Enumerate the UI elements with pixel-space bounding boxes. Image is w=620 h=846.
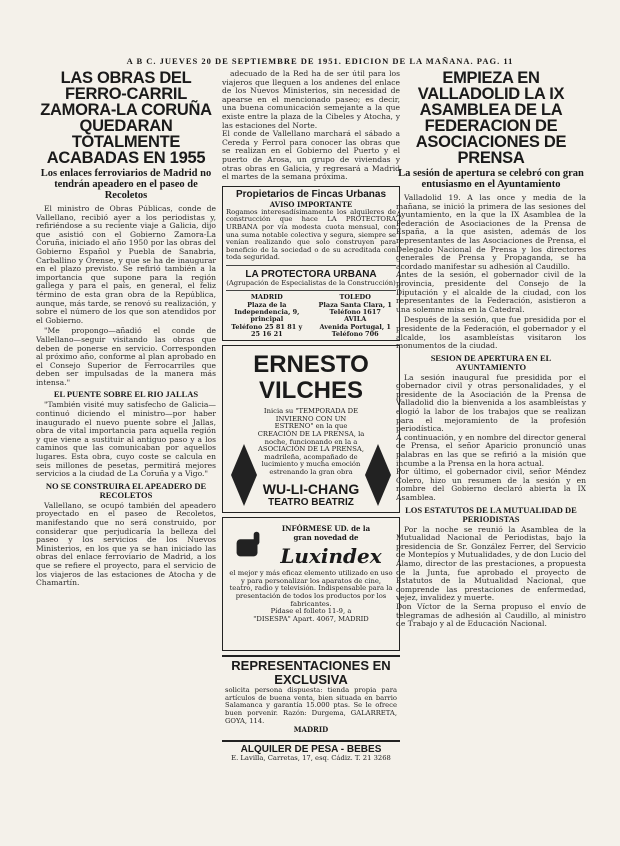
- ad-company-subtitle: (Agrupación de Especialistas de la Construcción): [226, 278, 396, 287]
- ad-theatre-name: TEATRO BEATRIZ: [268, 496, 354, 508]
- advertisement-protectora: [222, 186, 400, 342]
- ad-addresses: [226, 294, 396, 338]
- article-paragraph: La sesión inaugural fue presidida por el gobernador civil y otras personalidades, y el presidente de la Asociación de la Prensa de Valladolid dio la bienvenida a los asambleístas y elogió la labor de los trabajos que se realizan para el mejoramiento de la profesión periodística. A continuación, y en nombre del director general de Prensa, el señor Aparicio pronunció unas palabras en las que se refirió a la misión que incumbe a la Prensa en la hora actual. Por último, el gobernador civil, señor Méndez Colero, hizo un resumen de la sesión y en nombre del Gobierno declaró abierta la IX Asamblea.: [396, 372, 586, 502]
- ad-brand: Luxindex: [280, 544, 382, 569]
- divider: [226, 265, 396, 266]
- ad-text: Inicia su "TEMPORADA DE INVIERNO CON UN ESTRENO" en la que CREACIÓN DE LA PRENSA, la noche, funcionando en la a ASOCIACIÓN DE LA PRENSA, madrileña, acompañado de lucimiento y mucha emoción estrenando la gran obra: [257, 407, 365, 476]
- column-left: [36, 70, 216, 840]
- article-paragraph: Vallellano, se ocupó también del apeadero proyectado en el paseo de Recoletos, manifestando que no será construido, por considerar que perjudicaría la belleza del paseo y los servicios de los Nuevos Ministerios, en los que ya se han iniciado las obras del enlace ferroviario de Madrid, a los que se refiere el proyecto, para el servicio de los viajeros de las estaciones de Atocha y de Chamartín.: [36, 500, 216, 588]
- advertisement-pesa-bebes: [222, 740, 400, 765]
- decorative-diamonds-icon: [365, 444, 391, 506]
- article-continuation: adecuado de la Red ha de ser útil para los viajeros que lleguen a los andenes del enlace de los Nuevos Ministerios, sin necesidad de apearse en el mencionado paseo; es decir, una buena comunicación semejante a la que existe entre la plaza de la Cibeles y Atocha, y las estaciones del Norte. El conde de Vallellano marchará el sábado a Cereda y Ferrol para conocer las obras que se realizan en el Gobierno del Puerto y el puerto de Arosa, un grupo de viviendas y otras obras en Galicia, y regresará a Madrid el martes de la semana próxima.: [222, 70, 400, 182]
- advertisement-representaciones: [222, 655, 400, 736]
- advertisement-luxindex: [222, 517, 400, 651]
- column-right: [396, 70, 586, 840]
- subheadline-assembly: La sesión de apertura se celebró con gran entusiasmo en el Ayuntamiento: [398, 168, 584, 190]
- ad-address-toledo-avila: TOLEDO Plaza Santa Clara, 1 Teléfono 1617 AVILA Avenida Portugal, 1 Teléfono 706: [318, 293, 392, 338]
- page-header: A B C. JUEVES 20 DE SEPTIEMBRE DE 1951. EDICION DE LA MAÑANA. PAG. 11: [126, 56, 514, 66]
- divider: [226, 290, 396, 291]
- section-heading-recoletos: NO SE CONSTRUIRA EL APEADERO DE RECOLETOS: [45, 480, 207, 500]
- headline-railway: LAS OBRAS DEL FERRO-CARRIL ZAMORA-LA CORUÑA QUEDARAN TOTALMENTE ACABADAS EN 1955: [40, 70, 212, 167]
- headline-assembly: EMPIEZA EN VALLADOLID LA IX ASAMBLEA DE LA FEDERACION DE ASOCIACIONES DE PRENSA: [415, 70, 567, 167]
- article-paragraph: Valladolid 19. A las once y media de la mañana, se inició la primera de las sesiones del Ayuntamiento, en la que la IX Asamblea de la Federación de Asociaciones de la Prensa de España, a la que asisten, además de los representantes de las Asociaciones de Prensa, el Delegado Nacional de Prensa y los directores generales de Prensa y Propaganda, se ha acordado manifestar su adhesión al Caudillo. Antes de la sesión, el gobernador civil de la provincia, presidente del Consejo de la Diputación y el alcalde de la ciudad, con los representantes de la Federación, asistieron a una solemne misa en la Catedral.: [396, 193, 586, 314]
- advertisement-ernesto-vilches: [222, 345, 400, 513]
- ad-text: solicita persona dispuesta: tienda propia para artículos de buena venta, bien situada en barrio Salamanca y garantía 15.000 ptas. Se le ofrece buen porvenir. Razón: Durgema, GALARRETA, GOYA, 114.: [225, 686, 397, 725]
- article-paragraph: Por la noche se reunió la Asamblea de la Mutualidad Nacional de Periodistas, bajo la presidencia de Sr. González Ferrer, del Servicio de Montepíos y Mutualidades, y de don Lucio del Álamo, director de las prestaciones, a propuesta de la Junta, fue aprobado el proyecto de Estatutos de la Mutualidad Nacional, que comprende las prestaciones de enfermedad, vejez, invalidez y muerte. Don Víctor de la Serna propuso el envío de telegramas de adhesión al Caudillo, al ministro de Trabajo y al de Educación Nacional.: [396, 524, 586, 629]
- ad-play-title: WU-LI-CHANG: [262, 480, 360, 497]
- column-middle: [222, 70, 400, 840]
- article-paragraph: "Me propongo—añadió el conde de Vallellano—seguir visitando las obras que deben de ponerse en servicio. Corresponden al próximo año, conforme al plan aprobado en el Consejo Superior de Ferrocarriles que deben ser impulsadas de la manera más intensa.": [36, 326, 216, 387]
- ad-text: Rogamos interesadísimamente los alquileres de construcción que hace LA PROTECTORA URBANA por vía modesta cuota mensual, con una suma notable colectiva y segura, siempre se venían realizando que solo construyen para beneficio de la sociedad o de su acreditada con toda seguridad.: [226, 207, 396, 262]
- section-heading-session: SESION DE APERTURA EN EL AYUNTAMIENTO: [430, 352, 552, 372]
- hand-icon: [229, 526, 267, 564]
- ad-intro: INFÓRMESE UD. de la gran novedad de: [281, 524, 371, 543]
- ad-address-madrid: MADRID Plaza de la Independencia, 9, principal Teléfono 25 81 81 y 25 16 21: [231, 293, 303, 338]
- ad-company-name: LA PROTECTORA URBANA: [245, 268, 377, 280]
- ad-city: MADRID: [293, 725, 329, 735]
- section-heading-statutes: LOS ESTATUTOS DE LA MUTUALIDAD DE PERIODISTAS: [405, 504, 577, 524]
- article-paragraph: "También visité muy satisfecho de Galicia—continuó diciendo el ministro—por haber inaugurado el nuevo puente sobre el Jallas, obra de vital importancia para aquella región y que viene a sustituir al antiguo paso y a los caminos que las comunicaban por aquellos lugares. Esta obra, cuyo coste se calcula en seis millones de pesetas, permitirá mejores servicios a la ciudad de La Coruña y a Vigo.": [36, 400, 216, 479]
- ad-title: Propietarios de Fincas Urbanas: [235, 188, 387, 200]
- article-paragraph: El ministro de Obras Públicas, conde de Vallellano, recibió ayer a los periodistas y, refiriéndose a su reciente viaje a Galicia, dijo que asistió con el Gobierno Zamora-La Coruña, iniciado el año 1950 por las obras del Gobierno Español y Puebla de Sanabria, Carballino y Orense, y que se ha de inaugurar en el plazo previsto. Se refirió también a la importancia que supone para la región gallega y para el país, en general, el feliz término de esta gran obra de la República, aunque, más tarde, se renovó su realización, y sobre el número de los que son atendidos por el Gobierno.: [36, 204, 216, 325]
- section-heading-bridge: EL PUENTE SOBRE EL RIO JALLAS: [53, 389, 199, 400]
- decorative-diamonds-icon: [231, 444, 257, 506]
- ad-text: el mejor y más eficaz elemento utilizado en uso y para personalizar los aparatos de cine, teatro, radio y televisión. Indispensable para la presentación de todos los productos por los fabricantes. Pídase el folleto 11-9, a "DISESPA" Apart. 4067, MADRID: [229, 569, 393, 623]
- ad-text: E. Lavilla, Carretas, 17, esq. Cádiz. T. 21 3268: [231, 754, 391, 763]
- ad-subtitle: AVISO IMPORTANTE: [269, 199, 353, 209]
- article-paragraph: Después de la sesión, que fue presidida por el presidente de la Federación, el gobernador y el alcalde, los asambleístas visitaron los monumentos de la ciudad.: [396, 315, 586, 351]
- ad-title: ALQUILER DE PESA - BEBES: [240, 744, 382, 756]
- ad-title: REPRESENTACIONES EN EXCLUSIVA: [231, 658, 391, 688]
- ad-name-line1: ERNESTO: [253, 351, 369, 379]
- ad-name-line2: VILCHES: [258, 377, 363, 405]
- subheadline-railway: Los enlaces ferroviarios de Madrid no tendrán apeadero en el paseo de Recoletos: [40, 168, 212, 201]
